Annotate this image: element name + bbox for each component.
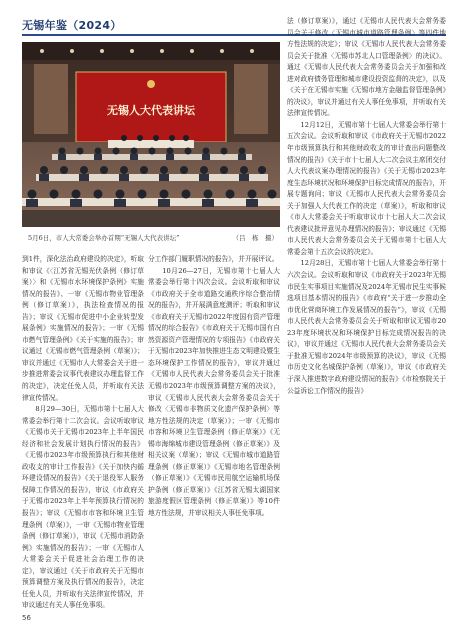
photo-caption — [28, 232, 278, 244]
page-number: 56 — [22, 614, 31, 622]
conference-photo — [22, 42, 280, 227]
body-column-1: 到1件，深化法治政府建设的决定》，听取和审议《〈江苏省无锡光伏条例（修订草案）〉和《无锡市水环境保护条例》实施情况的报告》、一审《无锡市物业管理条例（修订草案）》，执法检查情况的报告》；审议《无锡市促进中小企业转型发展条例》实施情况的报告》；一审《无锡市燃气管理条例》《关于实施的报告》；审议通过《无锡市燃气管理条例（草案）》；审议并通过《无锡市人大常委会关于进一步推进常委会议事代表建议办理监督工作的决定》，决定任免人员，并听取有关法律宣传情况。 8月29—30日，无锡市第十七届人大常委会举行第十二次会议。会议听取审议《无锡市关于无锡市2023年上半年国民经济和社会发展计划执行情况的报告》《无锡市2023年市级预算执行和其他财政收支的审计工作报告》《关于加快内循环建设情况的报告》《关于退役军人服务保障工作情况的报告》，审议《市政府关于无锡市2023年上半年预算执行情况的报告》；审议《无锡市市容和环境卫生管理条例（草案）》，一审《无锡市物业管理条例（修订草案）》，审议《无锡市消防条例》实施情况的报告》；一审《无锡市人大常委会关于促进社会治理工作的决定》，审议通过《关于市政府关于无锡市预算调整方案及执行情况的报告》，决定任免人员，并听取有关法律宣传情况，并审议通过有关人事任免事项。 — [22, 255, 144, 610]
page-header-title: 无锡年鉴（2024） — [22, 19, 122, 32]
body-column-3: 法（修订草案）》，通过《无锡市人民代表大会常务委员会关于修改〈无锡市城市道路管理条例〉等四件地方性法规的决定》；审议《无锡市人民代表大会常务委员会关于批准〈无锡市苏北人口管理条例〉的决议》。通过《无锡市人民代表大会常务委员会关于加强和改进对政府债务管理和城市建设投资监督的决定》，以及《关于在无锡市实施《无锡市地方金融监督管理条例》的决议》，审议并通过有关人事任免事项，并听取有关法律宣传情况。 12月12日，无锡市第十七届人大常委会举行第十五次会议。会议听取和审议《市政府关于无锡市2022年市级预算执行和其他财政收支的审计查出问题整改情况的报告》《关于市十七届人大二次会议主席团交付人大代表议案办理情况的报告》《关于无锡市2023年度生态环境状况和环境保护目标完成情况的报告》，开展专题询问；审议《无锡市人民代表大会常务委员会关于加强人大代表工作的决定（草案）》，听取和审议《市人大常委会关于听取审议市十七届人大二次会议代表建议批评意见办理情况的报告》；审议通过《无锡市人民代表大会常务委员会关于无锡市第十七届人大常委会第十五次会议的决定》。 12月28日，无锡市第十七届人大常委会举行第十六次会议。会议听取和审议《市政府关于2023年无锡市民生实事项目实施情况及2024年无锡市民生实事候选项目基本情况的报告》《市政府“关于进一步推动全市优化营商环境工作发展情况的报告”》，审议《无锡市人民代表大会常务委员会关于听取和审议无锡市2023年度环境状况和环境保护目标完成情况报告的决议》，审议并通过《无锡市人民代表大会常务委员会关于批准无锡市2024年市级预算的决议》，审议《无锡市历史文化名城保护条例（草案）》，审议《市政府关于深入推进数字政府建设情况的报告》《市检察院关于公益诉讼工作情况的报告》 — [287, 17, 446, 395]
photo-credit: （吕 栋 摄） — [232, 234, 278, 242]
body-column-2: 分工作部门履职情况的报告》，并开展评议。 10月26—27日，无锡市第十七届人大常委会举行第十四次会议。会议听取和审议《市政府关于全市道路交通秩序综合整治情况的报告》，并开展满意度测评；听取和审议《市政府关于无锡市2022年度国有资产管理情况的综合报告》《市政府关于无锡市国有自然资源资产管理情况的专项报告》《市政府关于无锡市2023年加快推进生态文明建设暨生态环境保护工作情况的报告》，审议并通过《无锡市人民代表大会常务委员会关于批准无锡市2023年市级预算调整方案的决议》，审议《无锡市人民代表大会常务委员会关于修改〈无锡市非物质文化遗产保护条例〉等地方性法规的决定（草案）》；一审《无锡市市容和环境卫生管理条例（修正草案）》《无锡市海绵城市建设管理条例（修正草案）》及相关议案（草案）；审议《无锡市城市道路管理条例（修正草案）》《无锡市地名管理条例（修正草案）》《无锡市民用航空运输机场保护条例（修正草案）》《江苏省无锡太湖国家旅游度假区管理条例（修正草案）》等10件地方性法规，并审议相关人事任免事项。 — [148, 255, 280, 518]
banner-text: 无锡人大代表讲坛 — [107, 104, 195, 117]
caption-text: 5月6日，市人大常委会举办首期“无锡人大代表讲坛” — [28, 234, 180, 242]
